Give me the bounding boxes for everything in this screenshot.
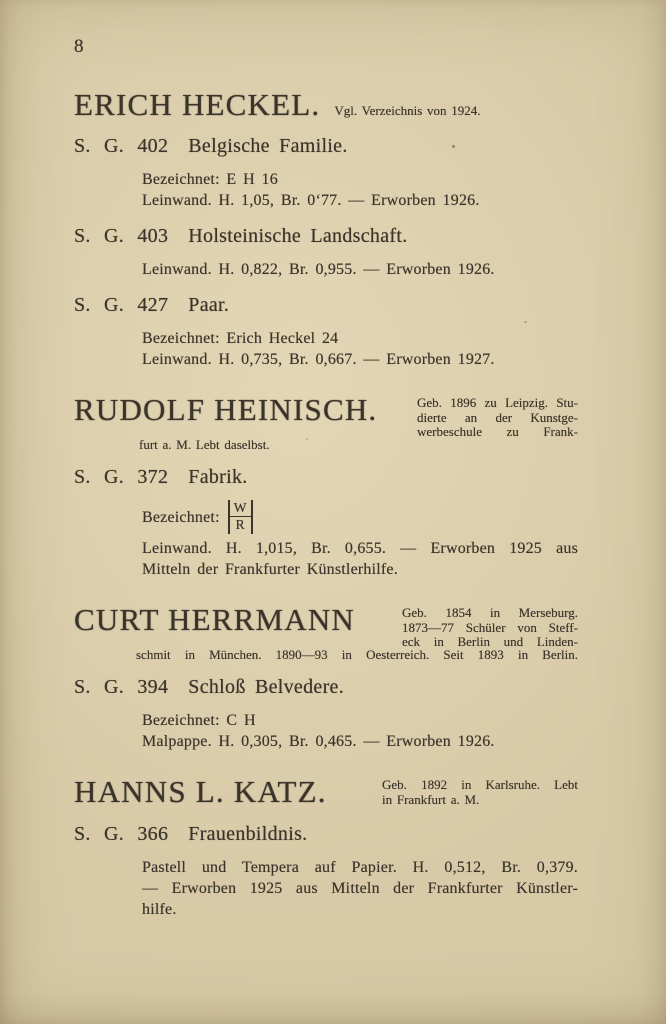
bio-line: 1873—77 Schüler von Steff- [402, 619, 578, 635]
work-detail-line: Leinwand. H. 1,015, Br. 0,655. — Erworben 1925 aus [142, 540, 578, 558]
artist-name: ERICH HECKEL. [74, 87, 321, 122]
work-detail-line: Leinwand. H. 1,05, Br. 0‘77. — Erworben 1926. [142, 192, 480, 210]
work-entry [74, 294, 578, 370]
work-entry [74, 676, 578, 752]
bio-line: Geb. 1854 in Merseburg. [402, 605, 578, 621]
work-title: Belgische Familie. [188, 135, 348, 158]
artist-header [74, 603, 578, 650]
bio-line: dierte an der Kunstge- [417, 409, 578, 425]
work-details [142, 169, 578, 211]
bio-line: werbeschule zu Frank- [417, 424, 578, 440]
bio-line: Geb. 1892 in Karlsruhe. Lebt [382, 777, 578, 793]
work-detail-line: Leinwand. H. 0,822, Br. 0,955. — Erworben 1926. [142, 261, 495, 279]
work-heading [74, 225, 578, 248]
artist-name: CURT HERRMANN [74, 602, 356, 638]
artist-entry-herrmann [74, 603, 578, 752]
bio-continuation: furt a. M. Lebt daselbst. [139, 436, 270, 452]
work-details [142, 500, 578, 580]
work-entry [74, 135, 578, 211]
artist-bio [417, 393, 578, 440]
work-entry [74, 225, 578, 280]
monogram-top-letter: W [230, 500, 251, 517]
work-entry [74, 466, 578, 580]
work-heading [74, 823, 578, 846]
artist-header [74, 88, 578, 121]
work-detail-line [142, 500, 578, 534]
works-list [74, 466, 578, 580]
works-list [74, 823, 578, 920]
artist-entry-katz [74, 775, 578, 919]
works-list [74, 676, 578, 752]
work-title: Schloß Belvedere. [188, 676, 345, 699]
artist-name: HANNS L. KATZ. [74, 774, 327, 810]
work-heading [74, 294, 578, 317]
artist-bio [402, 603, 578, 650]
bio-continuation: schmit in München. 1890—93 in Oesterreich. Seit 1893 in Berlin. [136, 646, 578, 662]
artist-entry-heckel [74, 88, 578, 370]
work-title: Fabrik. [188, 466, 248, 489]
works-list [74, 135, 578, 370]
work-detail-line: Mitteln der Frankfurter Künstlerhilfe. [142, 561, 398, 579]
catalog-number: S. G. 403 [74, 225, 169, 248]
bezeichnet-label: Bezeichnet: [142, 508, 220, 526]
work-heading [74, 135, 578, 158]
catalog-number: S. G. 427 [74, 294, 169, 317]
catalog-number: S. G. 372 [74, 466, 169, 489]
artist-header [74, 775, 578, 808]
work-detail-line: hilfe. [142, 900, 177, 918]
bio-line: eck in Berlin und Linden- [402, 634, 578, 650]
work-details [142, 857, 578, 920]
work-heading [74, 676, 578, 699]
monogram-bottom-letter: R [235, 517, 245, 533]
work-heading [74, 466, 578, 489]
work-detail-line: Leinwand. H. 0,735, Br. 0,667. — Erworben 1927. [142, 351, 495, 369]
catalog-number: S. G. 402 [74, 135, 169, 158]
work-detail-line: — Erworben 1925 aus Mitteln der Frankfurter Künstler- [142, 879, 578, 897]
catalog-number: S. G. 394 [74, 676, 169, 699]
page-number: 8 [74, 36, 84, 57]
bio-line: Vgl. Verzeichnis von 1924. [334, 103, 481, 118]
bio-line: in Frankfurt a. M. [382, 791, 480, 807]
artist-bio [334, 104, 480, 119]
work-title: Frauenbildnis. [188, 822, 308, 845]
artist-bio [382, 775, 578, 807]
work-details [142, 259, 578, 280]
work-entry [74, 823, 578, 920]
work-detail-line: Bezeichnet: Erich Heckel 24 [142, 330, 339, 348]
work-details [142, 710, 578, 752]
work-detail-line: Malpappe. H. 0,305, Br. 0,465. — Erworben 1926. [142, 733, 495, 751]
work-title: Holsteinische Landschaft. [188, 225, 408, 248]
artist-entry-heinisch [74, 393, 578, 580]
work-detail-line: Bezeichnet: E H 16 [142, 171, 278, 189]
catalog-number: S. G. 366 [74, 822, 169, 845]
work-details [142, 328, 578, 370]
work-detail-line: Pastell und Tempera auf Papier. H. 0,512, Br. 0,379. [142, 858, 578, 876]
artist-header [74, 393, 578, 440]
work-detail-line: Bezeichnet: C H [142, 712, 256, 730]
artist-name: RUDOLF HEINISCH. [74, 392, 378, 428]
wr-monogram [228, 500, 253, 534]
bio-line: Geb. 1896 zu Leipzig. Stu- [417, 395, 578, 411]
work-title: Paar. [188, 294, 230, 317]
